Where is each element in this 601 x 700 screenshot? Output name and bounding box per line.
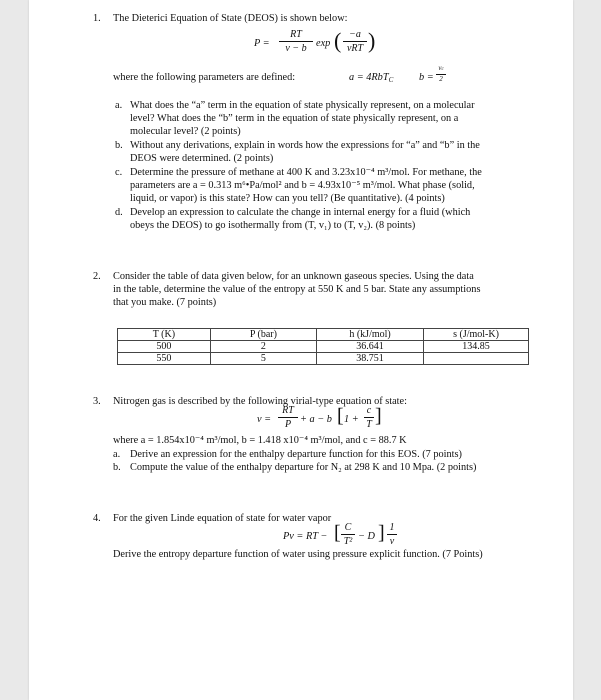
table-cell: 38.751 — [317, 353, 424, 365]
q1-param-b-num-sub: c — [441, 67, 444, 72]
q3-where: where a = 1.854x10⁻⁴ m³/mol, b = 1.418 x10⁻⁴ m³/mol, and c = 88.7 K — [113, 435, 407, 446]
q4-task: Derive the entropy departure function of water using pressure explicit function. (7 Points) — [113, 549, 483, 560]
q1-part-b-line2: DEOS were determined. (2 points) — [130, 153, 274, 164]
q1-params-label: where the following parameters are defined: — [113, 72, 296, 83]
table-header-cell: T (K) — [118, 329, 211, 341]
q1-param-b-num: v — [438, 64, 442, 72]
q4-eq-tail-den: v — [389, 536, 395, 547]
q3-number: 3. — [93, 396, 101, 407]
table-header-cell: h (kJ/mol) — [317, 329, 424, 341]
q1-eq-lhs: P = — [254, 38, 270, 49]
q1-eq-fraction — [279, 29, 313, 54]
data-table — [117, 328, 529, 365]
q1-eq-exp-den: vRT — [346, 43, 364, 54]
q1-part-a-line2: level? What does the “b” term in the equation of state physically represent, on a — [130, 113, 459, 124]
table-cell: 36.641 — [317, 341, 424, 353]
q1-part-b-line1: Without any derivations, explain in words how the expressions for “a” and “b” in the — [130, 140, 480, 151]
q3-eq-fraction — [278, 405, 298, 430]
q1-param-a-text: a = 4RbT — [349, 72, 389, 83]
q3-eq-lhs: v = — [257, 414, 272, 425]
q1-part-d-line2: obeys the DEOS) to go isothermally from (T, v₁) to (T, v₂). (8 points) — [130, 220, 416, 231]
q4-number: 4. — [93, 513, 101, 524]
q1-param-b-fraction — [436, 65, 446, 83]
q1-part-a-letter: a. — [115, 100, 123, 111]
q1-intro: The Dieterici Equation of State (DEOS) is shown below: — [113, 13, 348, 24]
q3-part-b-text: Compute the value of the enthalpy departure for N₂ at 298 K and 10 Mpa. (2 points) — [130, 462, 477, 473]
q3-eq-inner-num: c — [366, 405, 372, 416]
q1-eq-den: v − b — [285, 43, 307, 54]
q3-eq-num: RT — [282, 405, 294, 416]
q1-eq-exp-fraction — [343, 29, 367, 54]
q2-line3: that you make. (7 points) — [113, 297, 217, 308]
q1-part-a-line3: molecular level? (2 points) — [130, 126, 241, 137]
q2-number: 2. — [93, 271, 101, 282]
q4-eq-lhs: Pv = RT − — [283, 531, 328, 542]
q1-part-d-letter: d. — [115, 207, 123, 218]
q2-line1: Consider the table of data given below, for an unknown gaseous species. Using the data — [113, 271, 474, 282]
q1-part-d-line1: Develop an expression to calculate the change in internal energy for a fluid (which — [130, 207, 471, 218]
q1-part-c-line1: Determine the pressure of methane at 400 K and 3.23x10⁻⁴ m³/mol. For methane, the — [130, 167, 482, 178]
table-header-row — [118, 329, 529, 341]
table-header-cell: s (J/mol-K) — [424, 329, 529, 341]
q4-eq-inner-rest: − D — [358, 531, 375, 542]
q1-part-a-line1: What does the “a” term in the equation of state physically represent, on a molecular — [130, 100, 475, 111]
q4-eq-tail-fraction — [387, 522, 397, 547]
table-row — [118, 341, 529, 353]
q4-eq-inner-fraction — [341, 522, 355, 547]
table-cell: 2 — [210, 341, 316, 353]
table-cell: 5 — [210, 353, 316, 365]
q2-line2: in the table, determine the value of the entropy at 550 K and 5 bar. State any assumptions — [113, 284, 481, 295]
q3-eq-den: P — [284, 419, 292, 430]
q1-param-b-lhs: b = — [419, 72, 434, 83]
q1-eq-exp: exp — [316, 38, 331, 49]
q3-intro: Nitrogen gas is described by the following virial-type equation of state: — [113, 396, 407, 407]
q1-param-a-sub: C — [388, 76, 394, 84]
q4-eq-inner-num: C — [344, 522, 352, 533]
q1-eq-exp-num: −a — [349, 29, 361, 40]
q3-part-a-letter: a. — [113, 449, 121, 460]
table-cell: 500 — [118, 341, 211, 353]
q1-part-c-line2: parameters are a = 0.313 m⁶•Pa/mol² and b = 4.93x10⁻⁵ m³/mol. What phase (solid, — [130, 180, 475, 191]
q3-eq-inner-den: T — [366, 419, 372, 430]
q3-eq-inner-lhs: 1 + — [344, 414, 359, 425]
table-header-cell: P (bar) — [210, 329, 316, 341]
q3-eq-inner-fraction — [364, 405, 374, 430]
q1-eq-num: RT — [290, 29, 302, 40]
q1-part-b-letter: b. — [115, 140, 123, 151]
table-cell — [424, 353, 529, 365]
q3-part-b-letter: b. — [113, 462, 121, 473]
q4-intro: For the given Linde equation of state for water vapor — [113, 513, 332, 524]
table-cell: 550 — [118, 353, 211, 365]
q4-eq-inner-den: T² — [343, 536, 353, 547]
q1-part-c-letter: c. — [115, 167, 123, 178]
q1-param-a — [349, 71, 393, 87]
q3-eq-mid: + a − b — [300, 414, 332, 425]
q3-part-a-text: Derive an expression for the enthalpy departure function for this EOS. (7 points) — [130, 449, 462, 460]
q1-number: 1. — [93, 13, 101, 24]
table-cell: 134.85 — [424, 341, 529, 353]
q1-part-c-line3: liquid, or vapor) is this state? How can you tell? (Be quantitative). (4 points) — [130, 193, 445, 204]
q1-param-b-den: 2 — [439, 75, 443, 83]
document-page: 1. The Dieterici Equation of State (DEOS) is shown below: P = RT v − b exp ( −a vRT ) where the following parameters are defined: a = 4RbT$_C$ b = vc 2 a. What does the “a” term in the equation of state physically represent, on a molecular level? What does the “b” term in the equation of state physically represent, on a molecular level? (2 points) b. Without any derivations, explain in words how the expressions for “a” and “b” in the DEOS were determined. (2 points) c. Determine the pressure of methane at 400 K and 3.23x10⁻⁴ m³/mol. For methane, the parameters are a = 0.313 m⁶•Pa/mol² and b = 4.93x10⁻⁵ m³/mol. What phase (solid, liquid, or vapor) is this state? How can you tell? (Be quantitative). (4 points) d. Develop an expression to calculate the change in internal energy for a fluid (which obeys the DEOS) to go isothermally from (T, v₁) to (T, v₂). (8 points) 2. Consider the table of data given below, for an unknown gaseous species. Using the data in the table, determine the value of the entropy at 550 K and 5 bar. State any assumptions that you make. (7 points) T (K) P (bar) h (kJ/mol) s (J/mol-K) 500 2 36.641 134.85 550 5 38.751 3. Nitrogen gas is described by the following virial-type equation of state: v = RT P + a − b [ 1 + c T ] where a = 1.854x10⁻⁴ m³/mol, b = 1.418 x10⁻⁴ m³/mol, and c = 88.7 K a. Derive an expression for the enthalpy departure function for this EOS. (7 points) b. Compute the value of the enthalpy departure for N₂ at 298 K and 10 Mpa. (2 points) 4. For the given Linde equation of state for water vapor Pv = RT − [ C T² − D ] 1 v Derive the entropy departure function of water using pressure explicit function. (7 Points) — [29, 0, 573, 700]
q4-eq-tail-num: 1 — [389, 522, 395, 533]
table-row — [118, 353, 529, 365]
